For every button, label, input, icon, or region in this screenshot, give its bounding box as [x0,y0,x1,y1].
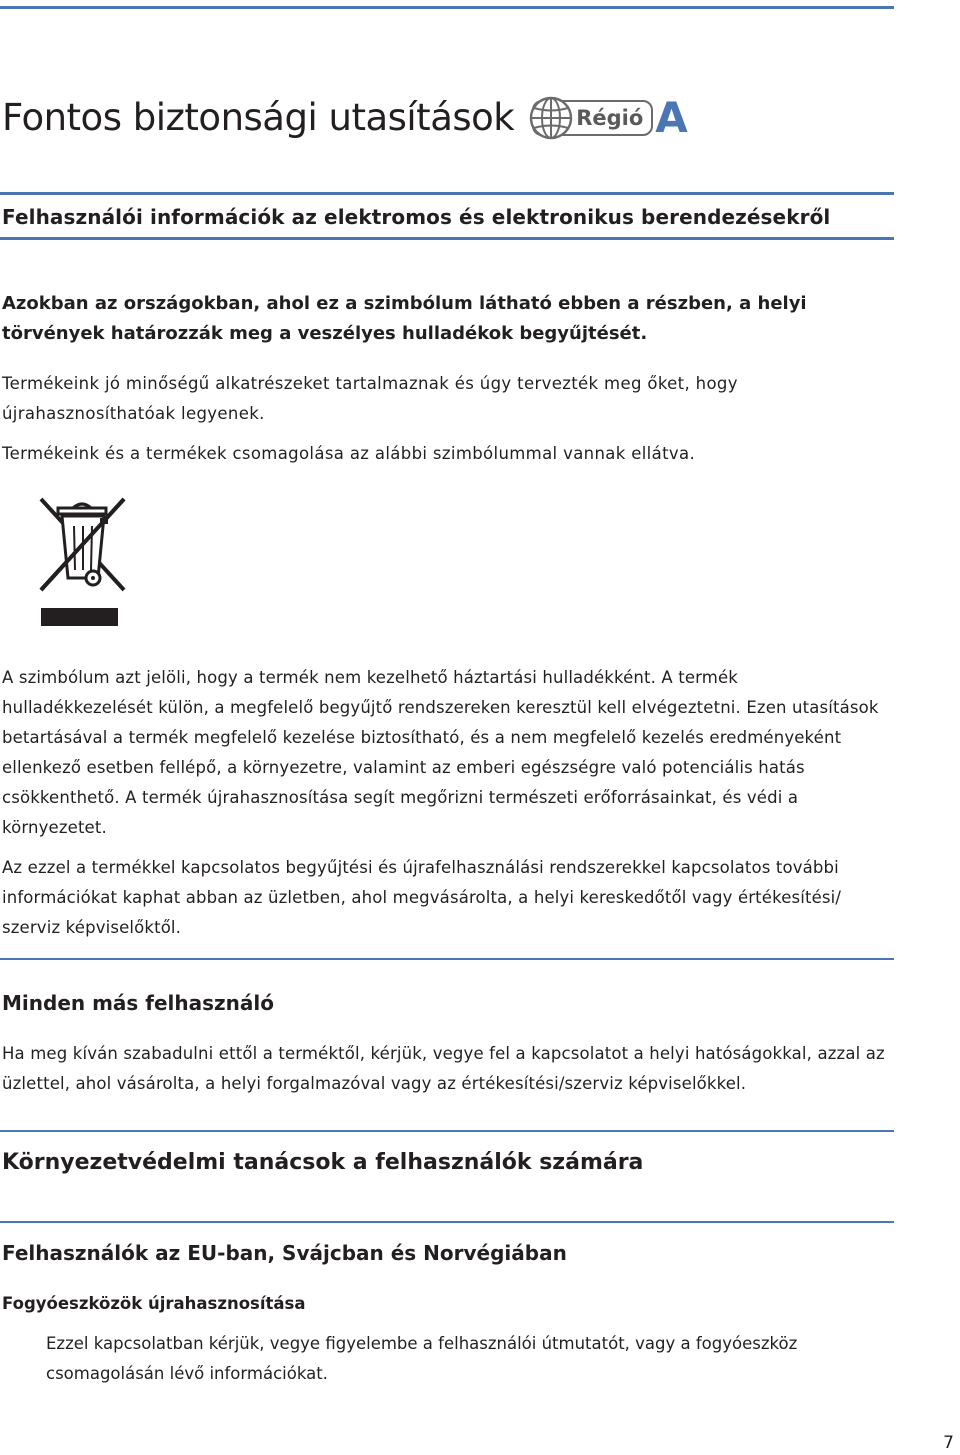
paragraph-recycling: Ezzel kapcsolatban kérjük, vegye figyelembe a felhasználói útmutatót, vagy a fogyóeszköz csomagolásán lévő információkat. [46,1334,798,1383]
minor-heading-recycling: Fogyóeszközök újrahasznosítása [2,1294,306,1313]
section-heading-environment: Környezetvédelmi tanácsok a felhasználók számára [2,1150,644,1175]
title-row [2,92,688,142]
region-badge [532,92,688,142]
section-rule-others [0,958,894,960]
section-heading-band [0,192,894,240]
section-rule-environment [0,1130,894,1132]
page-number: 7 [943,1433,954,1453]
paragraph-symbol-intro: Termékeink és a termékek csomagolása az alábbi szimbólummal vannak ellátva. [2,444,696,463]
paragraph-symbol-meaning: A szimbólum azt jelöli, hogy a termék nem kezelhető háztartási hulladékként. A termék hulladékkezelését külön, a megfelelő begyűjtő rendszereken keresztül kell elvégeztetni. Ezen utasítások betartásával a termék megfelelő kezelése biztosítható, és a nem megfelelő kezelés eredményeként ellenkező esetben fellépő, a környezetre, valamint az emberi egészségre való potenciális hatás csökkenthető. A termék újrahasznosítása segít megőrizni természeti erőforrásainkat, és védi a környezetet. [2,668,879,837]
band-bottom-rule [0,237,894,240]
page-title: Fontos biztonsági utasítások [2,96,515,139]
section-heading-others: Minden más felhasználó [2,991,275,1015]
region-letter: A [655,92,688,142]
paragraph-others: Ha meg kíván szabadulni ettől a terméktől, kérjük, vegye fel a kapcsolatot a helyi hatóságokkal, azzal az üzlettel, ahol vásárolta, a helyi forgalmazóval vagy az értékesítési/szerviz képviselőkkel. [2,1044,885,1093]
top-rule [0,6,894,9]
globe-icon [528,95,574,141]
region-box [532,100,653,136]
section-heading-eee: Felhasználói információk az elektromos és elektronikus berendezésekről [2,205,831,229]
paragraph-more-info: Az ezzel a termékkel kapcsolatos begyűjtési és újrafelhasználási rendszerekkel kapcsolatos további információkat kaphat abban az üzletben, ahol megvásárolta, a helyi kereskedőtől vagy értékesítési/ szerviz képviselőktől. [2,858,842,937]
subheading-eu-users: Felhasználók az EU-ban, Svájcban és Norvégiában [2,1241,567,1265]
band-top-rule [0,192,894,195]
paragraph-quality: Termékeink jó minőségű alkatrészeket tartalmaznak és úgy tervezték meg őket, hogy újrahasznosíthatóak legyenek. [2,374,738,423]
section-rule-eu [0,1221,894,1223]
crossed-out-bin-icon [38,496,128,628]
region-label: Régió [576,105,644,130]
intro-bold-paragraph: Azokban az országokban, ahol ez a szimbólum látható ebben a részben, a helyi törvények határozzák meg a veszélyes hulladékok begyűjtését. [2,293,807,344]
